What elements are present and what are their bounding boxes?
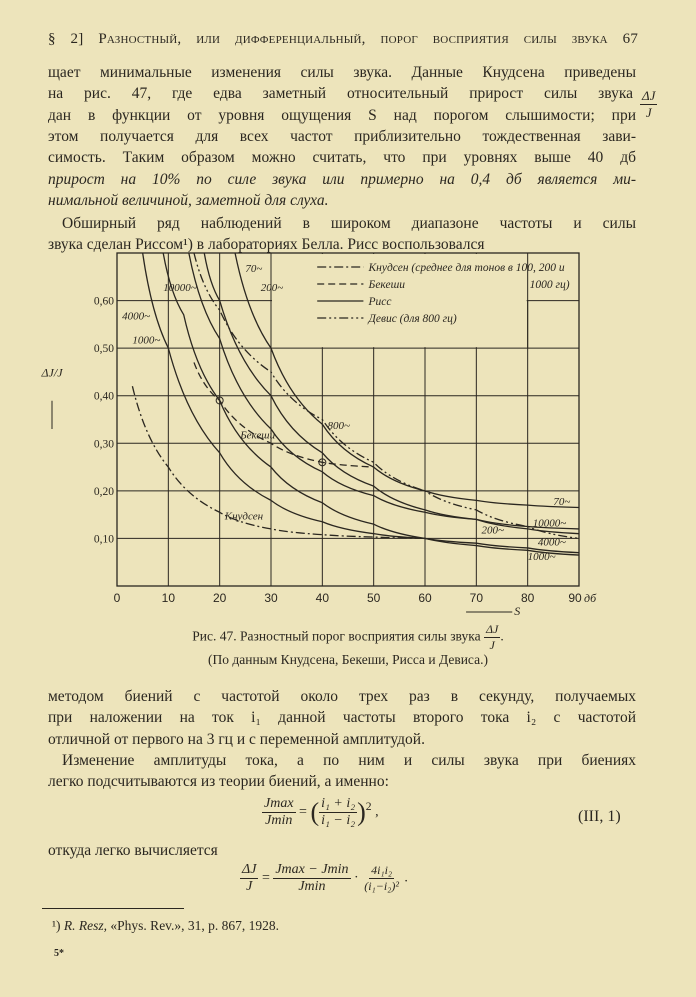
eq2-lhs-num: ΔJ (242, 862, 257, 877)
footnote-author: R. Resz, (63, 918, 108, 933)
text-line: легко подсчитываются из теории биений, а именно: (48, 773, 389, 791)
text-line: при наложении на ток i₁ данной частоты второго тока i₂ с частотой (48, 709, 636, 727)
text-line: симость. Таким образом можно считать, что при уровнях выше 40 дб (48, 149, 636, 167)
eq2-f2-num: 4i₁i₂ (371, 863, 393, 877)
eq1-rhs-num: i₁ + i₂ (321, 796, 356, 811)
text-line: щает минимальные изменения силы звука. Данные Кнудсена приведены (48, 64, 636, 81)
x-tick-label: 30 (264, 591, 278, 605)
curve-label: 10000~ (163, 282, 197, 295)
x-unit-label: дб (584, 591, 597, 605)
x-tick-label: 90 (568, 591, 582, 605)
eq1-lhs-den: Jmin (265, 813, 293, 828)
frac-num: ΔJ (485, 622, 499, 636)
equation-number: (III, 1) (578, 808, 621, 825)
x-tick-label: 10 (161, 591, 176, 605)
y-axis-label: ΔJ/J (41, 365, 63, 380)
legend-entry: Кнудсен (среднее для тонов в 100, 200 и (368, 262, 565, 274)
text-line: этом получается для всех частот приблизительно тождественная зави- (48, 127, 636, 145)
eq2-f1-num: Jmax − Jmin (275, 862, 349, 877)
text-line: дан в функции от уровня ощущения S над порогом слышимости; при (48, 106, 636, 124)
equation-1: $\frac{Jmax}{Jmin}$ = ( $\frac{\text{i₁ + i₂}}{\text{i₁ − i₂}}$ )$^2$ , (264, 796, 379, 828)
section-number: § 2] (48, 31, 84, 47)
footnote-mark: ¹) (52, 918, 61, 933)
x-axis-label: S (514, 604, 521, 618)
footnote-text: «Phys. Rev.», 31, p. 867, 1928. (110, 918, 280, 933)
figure-caption: Рис. 47. Разностный порог восприятия силы звука $\frac{\Delta J}{J}$ . (192, 622, 504, 652)
curve-label: 800~ (327, 420, 350, 433)
x-tick-label: 40 (315, 591, 330, 605)
x-tick-label: 70 (469, 591, 484, 605)
curve-label: Бекеши (240, 429, 276, 442)
text-line: отличной от первого на 3 гц и с переменной амплитудой. (48, 730, 425, 748)
curve-label: 200~ (260, 282, 284, 295)
frac-den: J (489, 638, 495, 652)
text-line: на рис. 47, где едва заметный относительный прирост силы звука (48, 85, 633, 103)
y-tick-label: 0,20 (93, 485, 114, 498)
footnote-rule (42, 908, 184, 909)
x-tick-label: 60 (418, 591, 432, 605)
caption-source: (По данным Кнудсена, Бекеши, Рисса и Девиса.) (208, 652, 488, 667)
text-line: нимальной величиной, заметной для слуха. (48, 191, 329, 209)
curve-label: 4000~ (537, 536, 566, 549)
legend-entry: Бекеши (368, 279, 406, 291)
curve-label: 4000~ (122, 310, 151, 323)
legend-entry: Рисс (368, 296, 392, 308)
eq2-f2-den: (i₁−i₂)² (364, 879, 399, 893)
x-tick-label: 0 (113, 591, 121, 605)
eq2-f1-den: Jmin (298, 879, 326, 894)
caption-text: Рис. 47. Разностный порог восприятия силы звука (192, 628, 481, 644)
curve-label: 10000~ (532, 517, 567, 530)
text-line: прирост на 10% по силе звука или примерно на 0,4 дб является ми- (48, 170, 636, 188)
legend-entry: Девис (для 800 гц) (368, 313, 457, 325)
legend-entry: 1000 гц) (529, 279, 570, 291)
eq1-rhs-den: i₁ − i₂ (321, 813, 356, 828)
curve-label: 1000~ (527, 550, 556, 563)
x-tick-label: 20 (212, 591, 227, 605)
eq2-lhs-den: J (246, 879, 253, 894)
caption-fraction (484, 622, 500, 653)
text-line: Обширный ряд наблюдений в широком диапазоне частоты и силы (62, 215, 636, 232)
signature-mark: 5* (54, 948, 64, 959)
x-tick-label: 80 (520, 591, 535, 605)
frac-num: ΔJ (642, 88, 656, 103)
frac-den: J (645, 105, 652, 120)
y-tick-label: 0,40 (93, 390, 114, 403)
text-line: методом биений с частотой около трех раз в секунду, получаемых (48, 688, 636, 705)
eq1-lhs-num: Jmax (264, 796, 294, 811)
text-line: Изменение амплитуды тока, а по ним и силы звука при биениях (62, 752, 636, 769)
y-tick-label: 0,60 (93, 295, 114, 308)
y-tick-label: 0,30 (93, 438, 114, 451)
y-tick-label: 0,10 (93, 533, 114, 546)
y-tick-label: 0,50 (93, 343, 114, 356)
curve-label: Кнудсен (224, 510, 264, 523)
header-title: Разностный, или дифференциальный, порог восприятия силы звука (98, 31, 608, 47)
footnote (52, 918, 279, 934)
curve-label: 200~ (481, 524, 504, 537)
curve-label: 70~ (553, 496, 571, 509)
eq1-power: 2 (365, 800, 372, 814)
x-tick-label: 50 (366, 591, 381, 605)
text-line: откуда легко вычисляется (48, 842, 218, 859)
text-line: звука сделан Риссом¹) в лабораториях Белла. Рисс воспользовался (48, 236, 485, 254)
curve-label: 1000~ (132, 334, 161, 347)
equation-2: $\frac{\Delta J}{J}$ = $\frac{Jmax - Jmin}{Jmin}$ · $\frac{\text{4i₁i₂}}{\text{(i₁−i₂)²}}$ . (242, 862, 408, 894)
legend-background (529, 254, 578, 300)
page-number: 67 (622, 31, 639, 47)
curve-label: 70~ (245, 263, 263, 276)
